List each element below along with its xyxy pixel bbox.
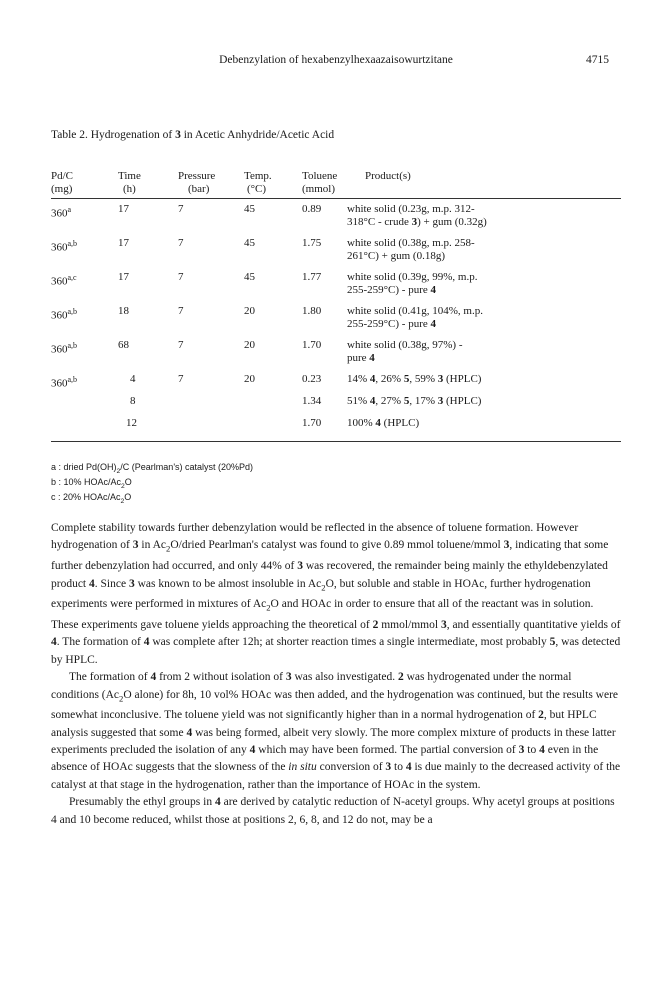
page-number: 4715	[586, 54, 609, 66]
cell-time: 4	[130, 373, 136, 385]
cell-temp: 45	[244, 237, 255, 249]
table-footnotes	[51, 462, 253, 506]
cell-toluene: 0.89	[302, 203, 322, 215]
footnote-c: c : 20% HOAc/$Ac_2O$	[51, 491, 132, 505]
cell-temp	[244, 417, 302, 442]
cell-temp: 20	[244, 305, 255, 317]
cell-time: 17	[118, 237, 129, 249]
table-caption	[51, 129, 334, 141]
cell-time: 12	[126, 417, 137, 429]
header-toluene: Toluene (mmol)	[302, 170, 338, 195]
cell-time: 8	[130, 395, 136, 407]
cell-toluene: 1.70	[302, 417, 322, 429]
paragraph-2: The formation of 4 from 2 without isolation of 3 was also investigated. 2 was hydrogenated under the normal conditions ($Ac_2O$ alone) for 8h, 10 vol% HOAc was then added, and the hydrogenation was continued, but the results were somewhat inconclusive. The toluene yield was not significantly higher than in a normal hydrogenation of 2, but HPLC analysis suggested that some 4 was being formed, albeit very slowly. The more complex mixture of products in these latter experiments precluded the isolation of any 4 which may have been formed. The partial conversion of 3 to 4 even in the absence of HOAc suggests that the slowness of the in situ conversion of 3 to 4 is due mainly to the decreased activity of the catalyst at that stage in the hydrogenation, rather than the importance of HOAc in the system.	[51, 671, 621, 791]
paragraph-3: Presumably the ethyl groups in 4 are derived by catalytic reduction of N-acetyl groups. Why acetyl groups at positions 4 and 10 become reduced, whilst those at positions 2, 6, 8, and 12 do not, may be a	[51, 796, 615, 826]
table-row	[51, 339, 621, 373]
caption-compound: 3	[175, 129, 181, 141]
cell-toluene: 0.23	[302, 373, 322, 385]
cell-pd: 360$^{a,b}$	[51, 239, 78, 254]
cell-pd: 360$^{a,c}$	[51, 273, 77, 288]
cell-pressure: 7	[178, 305, 184, 317]
table-header-row	[51, 170, 621, 199]
footnote-a: a : dried $Pd(OH)_2/C$ (Pearlman's) catalyst (20%Pd)	[51, 462, 254, 475]
table-row	[51, 271, 621, 305]
cell-pd: 360$^a$	[51, 205, 72, 220]
cell-toluene: 1.77	[302, 271, 322, 283]
cell-product: 51% 4, 27% 5, 17% 3 (HPLC)	[347, 395, 482, 407]
cell-pressure: 7	[178, 237, 184, 249]
cell-time: 17	[118, 271, 129, 283]
cell-toluene: 1.34	[302, 395, 322, 407]
table-row-hplc	[51, 417, 621, 442]
cell-pd	[51, 395, 118, 417]
cell-toluene: 1.80	[302, 305, 322, 317]
cell-pressure	[178, 417, 244, 442]
cell-time: 18	[118, 305, 129, 317]
cell-pd: 360$^{a,b}$	[51, 307, 78, 322]
caption-suffix: in Acetic Anhydride/Acetic Acid	[180, 129, 335, 141]
cell-product: white solid (0.41g, 104%, m.p. 255-259°C) - pure 4	[347, 305, 483, 330]
header-pd: Pd/C (mg)	[51, 170, 74, 195]
cell-toluene: 1.75	[302, 237, 322, 249]
cell-time: 17	[118, 203, 129, 215]
table-row	[51, 237, 621, 271]
cell-product: white solid (0.38g, 97%) - pure 4	[347, 339, 463, 364]
footnote-b: b : 10% HOAc/$Ac_2O$	[51, 476, 132, 490]
cell-time: 68	[118, 339, 129, 351]
table-row-hplc	[51, 395, 621, 417]
cell-pressure	[178, 395, 244, 417]
header-product: Product(s)	[365, 170, 411, 182]
cell-pd	[51, 417, 118, 442]
cell-pressure: 7	[178, 203, 184, 215]
cell-pd: 360$^{a,b}$	[51, 341, 78, 356]
cell-temp	[244, 395, 302, 417]
cell-pd: 360$^{a,b}$	[51, 375, 78, 390]
cell-temp: 20	[244, 373, 255, 385]
running-title: Debenzylation of hexabenzylhexaazaisowurtzitane	[219, 54, 453, 66]
paragraph-1: Complete stability towards further debenzylation would be reflected in the absence of toluene formation. However hydrogenation of 3 in $Ac_2O$/dried Pearlman's catalyst was found to give 0.89 mmol toluene/mmol 3, indicating that some further debenzylation had occurred, and only 44% of 3 was recovered, the remainder being mainly the ethyldebenzylated product 4. Since 3 was known to be almost insoluble in $Ac_2O$, but soluble and stable in HOAc, further hydrogenation experiments were performed in mixtures of $Ac_2O$ and HOAc in order to ensure that all of the reactant was in solution. These experiments gave toluene yields approaching the theoretical of 2 mmol/mmol 3, and essentially quantitative yields of 4. The formation of 4 was complete after 12h; at shorter reaction times a single intermediate, most probably 5, was detected by HPLC.	[51, 522, 621, 666]
table-row	[51, 199, 621, 238]
cell-product: 100% 4 (HPLC)	[347, 417, 420, 429]
cell-product: white solid (0.23g, m.p. 312- 318°C - crude 3) + gum (0.32g)	[347, 203, 487, 228]
cell-pressure: 7	[178, 373, 184, 385]
cell-pressure: 7	[178, 339, 184, 351]
cell-toluene: 1.70	[302, 339, 322, 351]
table-row	[51, 305, 621, 339]
header-time: Time (h)	[118, 170, 141, 195]
hydrogenation-table	[51, 170, 621, 442]
cell-temp: 45	[244, 203, 255, 215]
caption-prefix: Table 2. Hydrogenation of	[51, 129, 176, 141]
cell-temp: 45	[244, 271, 255, 283]
cell-product: white solid (0.39g, 99%, m.p. 255-259°C) - pure 4	[347, 271, 478, 296]
header-temp: Temp. (°C)	[244, 170, 272, 195]
cell-temp: 20	[244, 339, 255, 351]
running-header	[0, 54, 672, 74]
header-pressure: Pressure (bar)	[178, 170, 216, 195]
cell-product: white solid (0.38g, m.p. 258- 261°C) + gum (0.18g)	[347, 237, 475, 262]
table-row-hplc	[51, 373, 621, 395]
cell-pressure: 7	[178, 271, 184, 283]
cell-product: 14% 4, 26% 5, 59% 3 (HPLC)	[347, 373, 482, 385]
body-text	[51, 520, 621, 829]
